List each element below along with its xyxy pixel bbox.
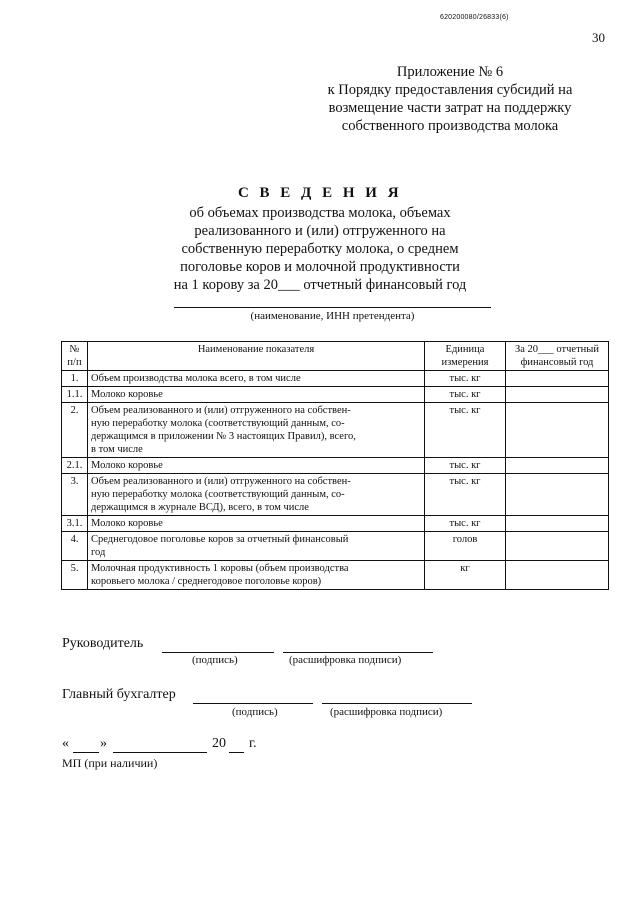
row-name: Объем реализованного и (или) отгруженного на собствен- ную переработку молока (соответствующий данным, со- держащимся в журнале ВСД), всего, в том числе <box>88 474 425 516</box>
head-decoding-caption: (расшифровка подписи) <box>289 654 402 666</box>
row-number: 3.1. <box>62 516 88 532</box>
row-unit: тыс. кг <box>425 458 506 474</box>
table-row <box>62 532 609 561</box>
accountant-decoding-caption: (расшифровка подписи) <box>330 706 443 718</box>
row-unit: тыс. кг <box>425 403 506 458</box>
row-unit: голов <box>425 532 506 561</box>
table-row <box>62 516 609 532</box>
row-name: Среднегодовое поголовье коров за отчетный финансовый год <box>88 532 425 561</box>
date-day-field[interactable] <box>73 736 99 753</box>
applicant-caption: (наименование, ИНН претендента) <box>250 310 415 322</box>
table-row <box>62 474 609 516</box>
row-number: 5. <box>62 561 88 590</box>
subtitle-line: об объемах производства молока, объемах <box>189 205 451 221</box>
head-signature-field[interactable] <box>162 636 274 653</box>
row-number: 1. <box>62 371 88 387</box>
row-unit: тыс. кг <box>425 387 506 403</box>
document-title: С В Е Д Е Н И Я <box>237 185 403 201</box>
row-number: 2.1. <box>62 458 88 474</box>
head-signature-caption: (подпись) <box>192 654 238 666</box>
header-num: № п/п <box>62 342 88 371</box>
row-value-cell[interactable] <box>506 532 609 561</box>
table-row <box>62 387 609 403</box>
row-unit: тыс. кг <box>425 474 506 516</box>
subtitle-line: на 1 корову за 20___ отчетный финансовый год <box>173 277 467 293</box>
row-name: Объем производства молока всего, в том числе <box>88 371 425 387</box>
row-name: Молоко коровье <box>88 387 425 403</box>
table-row <box>62 561 609 590</box>
accountant-signature-caption: (подпись) <box>232 706 278 718</box>
row-name: Объем реализованного и (или) отгруженного на собствен- ную переработку молока (соответствующий данным, со- держащимся в приложении № 3 настоящих Правил), всего, в том числе <box>88 403 425 458</box>
date-year-field[interactable] <box>229 736 244 753</box>
applicant-name-field[interactable] <box>174 307 491 308</box>
row-name: Молочная продуктивность 1 коровы (объем производства коровьего молока / среднегодовое поголовье коров) <box>88 561 425 590</box>
row-unit: тыс. кг <box>425 516 506 532</box>
table-row <box>62 371 609 387</box>
accountant-signature-decoding-field[interactable] <box>322 687 472 704</box>
row-value-cell[interactable] <box>506 516 609 532</box>
row-number: 4. <box>62 532 88 561</box>
row-unit: тыс. кг <box>425 371 506 387</box>
row-number: 2. <box>62 403 88 458</box>
row-name: Молоко коровье <box>88 516 425 532</box>
document-id: 620200080/26833(6) <box>440 14 509 21</box>
head-signature-decoding-field[interactable] <box>283 636 433 653</box>
row-unit: кг <box>425 561 506 590</box>
row-number: 1.1. <box>62 387 88 403</box>
appendix-line: возмещение части затрат на поддержку <box>328 100 572 116</box>
row-value-cell[interactable] <box>506 403 609 458</box>
head-label: Руководитель <box>62 636 144 651</box>
accountant-label: Главный бухгалтер <box>62 687 176 702</box>
header-period: За 20___ отчетный финансовый год <box>506 342 609 371</box>
date-open-quote: « <box>62 736 69 751</box>
table-row <box>62 403 609 458</box>
stamp-note: МП (при наличии) <box>62 756 158 770</box>
indicators-table <box>61 341 609 590</box>
row-value-cell[interactable] <box>506 474 609 516</box>
subtitle-line: реализованного и (или) отгруженного на <box>194 223 446 239</box>
row-value-cell[interactable] <box>506 458 609 474</box>
appendix-line: собственного производства молока <box>341 118 559 134</box>
header-name: Наименование показателя <box>88 342 425 371</box>
date-year-prefix: 20 <box>212 736 226 751</box>
subtitle-line: собственную переработку молока, о среднем <box>181 241 459 257</box>
date-month-field[interactable] <box>113 736 207 753</box>
subtitle-line: поголовье коров и молочной продуктивности <box>180 259 460 275</box>
header-unit: Единица измерения <box>425 342 506 371</box>
table-header-row <box>62 342 609 371</box>
row-name: Молоко коровье <box>88 458 425 474</box>
row-number: 3. <box>62 474 88 516</box>
row-value-cell[interactable] <box>506 561 609 590</box>
table-row <box>62 458 609 474</box>
date-year-suffix: г. <box>249 736 257 751</box>
date-close-quote: » <box>100 736 107 751</box>
appendix-line: к Порядку предоставления субсидий на <box>327 82 573 98</box>
row-value-cell[interactable] <box>506 387 609 403</box>
appendix-title: Приложение № 6 <box>396 64 504 80</box>
page-number: 30 <box>592 30 605 45</box>
row-value-cell[interactable] <box>506 371 609 387</box>
accountant-signature-field[interactable] <box>193 687 313 704</box>
